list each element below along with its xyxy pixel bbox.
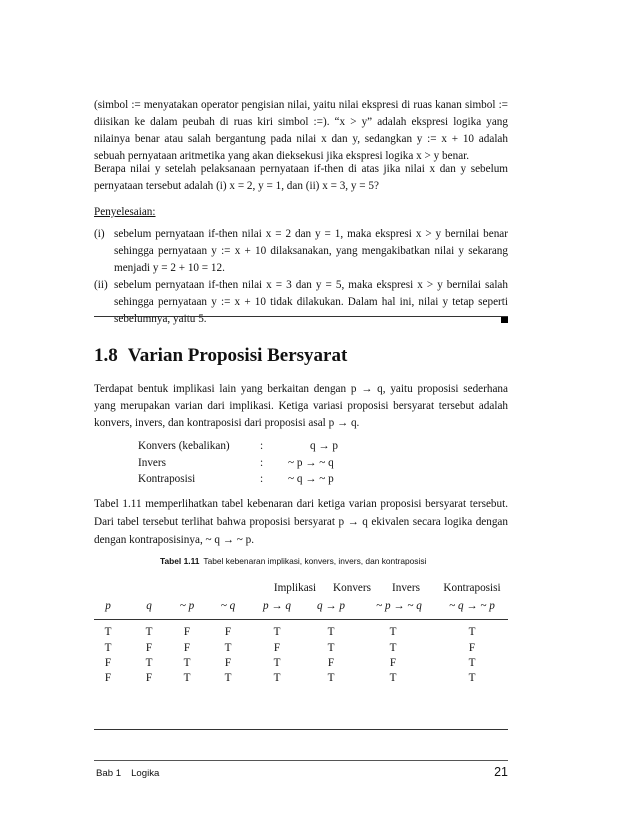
table-bottom-rule	[94, 729, 508, 730]
solution-item-number: (ii)	[94, 279, 108, 291]
variant-formula: q → p	[310, 440, 338, 452]
intro-text: (simbol := menyatakan operator pengisian nilai, yaitu nilai ekspresi di ruas kanan simbol := diisikan ke dalam peubah di ruas kiri simbol :=). “x > y” adalah ekspresi logika yang nilainya benar atau salah bergantung pada nilai x dan y, sedangkan y := x + 10 adalah sebuah pernyataan aritmetika yang akan dieksekusi jika ekspresi logika x > y benar.	[94, 99, 508, 162]
table-cell: T	[273, 672, 281, 684]
section-number: 1.8	[94, 345, 118, 366]
variant-name: Kontraposisi	[138, 473, 196, 485]
footer-chapter-title: Logika	[131, 768, 160, 779]
table-cell: T	[389, 626, 397, 638]
table-header-cell: p → q	[263, 600, 291, 612]
table-group-header-kontraposisi: Kontraposisi	[443, 582, 501, 594]
table-cell: T	[468, 657, 476, 669]
table-cell: F	[224, 657, 232, 669]
table-cell: T	[468, 672, 476, 684]
table-caption-label: Tabel 1.11	[160, 556, 200, 566]
solution-item-number: (i)	[94, 228, 105, 240]
table-header-cell: q → p	[317, 600, 345, 612]
footer-chapter-number: Bab 1	[96, 768, 122, 779]
table-cell: T	[468, 626, 476, 638]
table-caption-text: Tabel kebenaran implikasi, konvers, invers, dan kontraposisi	[203, 556, 427, 566]
footer-rule	[94, 760, 508, 761]
variant-formula: ~ q → ~ p	[288, 473, 334, 485]
variant-separator: :	[260, 473, 264, 485]
table-cell: T	[327, 642, 335, 654]
table-cell: T	[104, 642, 112, 654]
table-cell: F	[104, 672, 112, 684]
table-cell: F	[273, 642, 281, 654]
footer-chapter	[96, 768, 159, 779]
table-header-cell: p	[105, 600, 111, 612]
table-cell: T	[273, 626, 281, 638]
table-cell: T	[183, 657, 191, 669]
table-cell: F	[183, 642, 191, 654]
table-header-rule	[94, 619, 508, 620]
variant-separator: :	[260, 457, 264, 469]
table-cell: T	[389, 672, 397, 684]
table-cell: T	[273, 657, 281, 669]
table-cell: T	[327, 626, 335, 638]
variant-name: Invers	[138, 457, 166, 469]
table-cell: T	[224, 672, 232, 684]
table-intro-text: Tabel 1.11 memperlihatkan tabel kebenaran dari ketiga varian proposisi bersyarat tersebut. Dari tabel tersebut terlihat bahwa proposisi bersyarat p → q ekivalen secara logika dengan dengan kontraposisinya, ~ q → ~ p.	[94, 498, 508, 546]
table-cell: F	[224, 626, 232, 638]
table-group-header-invers: Invers	[392, 582, 420, 594]
table-group-header-konvers: Konvers	[333, 582, 371, 594]
table-header-cell: ~ q → ~ p	[449, 600, 495, 612]
table-cell: T	[327, 672, 335, 684]
question-text: Berapa nilai y setelah pelaksanaan pernyataan if-then di atas jika nilai x dan y sebelum pernyataan tersebut adalah (i) x = 2, y = 1, dan (ii) x = 3, y = 5?	[94, 163, 508, 192]
variant-separator: :	[260, 440, 264, 452]
table-cell: T	[183, 672, 191, 684]
variant-formula: ~ p → ~ q	[288, 457, 334, 469]
table-header-cell: ~ q	[220, 600, 236, 612]
solution-item-text: sebelum pernyataan if-then nilai x = 3 dan y = 5, maka ekspresi x > y bernilai salah sehingga pernyataan y := x + 10 tidak dilakukan. Dalam hal ini, nilai y tetap seperti sebelumnya, yaitu 5.	[114, 279, 508, 325]
table-header-cell: q	[146, 600, 152, 612]
table-header-cell: ~ p	[179, 600, 195, 612]
table-group-header-implikasi: Implikasi	[273, 582, 317, 594]
table-cell: T	[389, 642, 397, 654]
page-number: 21	[494, 765, 508, 779]
table-cell: T	[104, 626, 112, 638]
table-header-cell: ~ p → ~ q	[376, 600, 422, 612]
table-cell: F	[145, 642, 153, 654]
table-cell: F	[104, 657, 112, 669]
variant-name: Konvers (kebalikan)	[138, 440, 230, 452]
table-cell: T	[145, 657, 153, 669]
table-cell: F	[389, 657, 397, 669]
solution-label: Penyelesaian:	[94, 206, 156, 218]
table-cell: F	[327, 657, 335, 669]
table-cell: T	[145, 626, 153, 638]
section-intro-text: Terdapat bentuk implikasi lain yang berkaitan dengan p → q, yaitu proposisi sederhana yang merupakan varian dari implikasi. Ketiga variasi proposisi bersyarat tersebut adalah konvers, invers, dan kontraposisi dari proposisi asal p → q.	[94, 383, 508, 429]
table-cell: F	[468, 642, 476, 654]
section-title: Varian Proposisi Bersyarat	[127, 345, 348, 366]
table-cell: T	[224, 642, 232, 654]
solution-item-text: sebelum pernyataan if-then nilai x = 2 dan y = 1, maka ekspresi x > y bernilai benar sehingga pernyataan y := x + 10 dilaksanakan, yang mengakibatkan nilai y sekarang menjadi y = 2 + 10 = 12.	[114, 228, 508, 274]
table-cell: F	[145, 672, 153, 684]
table-cell: F	[183, 626, 191, 638]
